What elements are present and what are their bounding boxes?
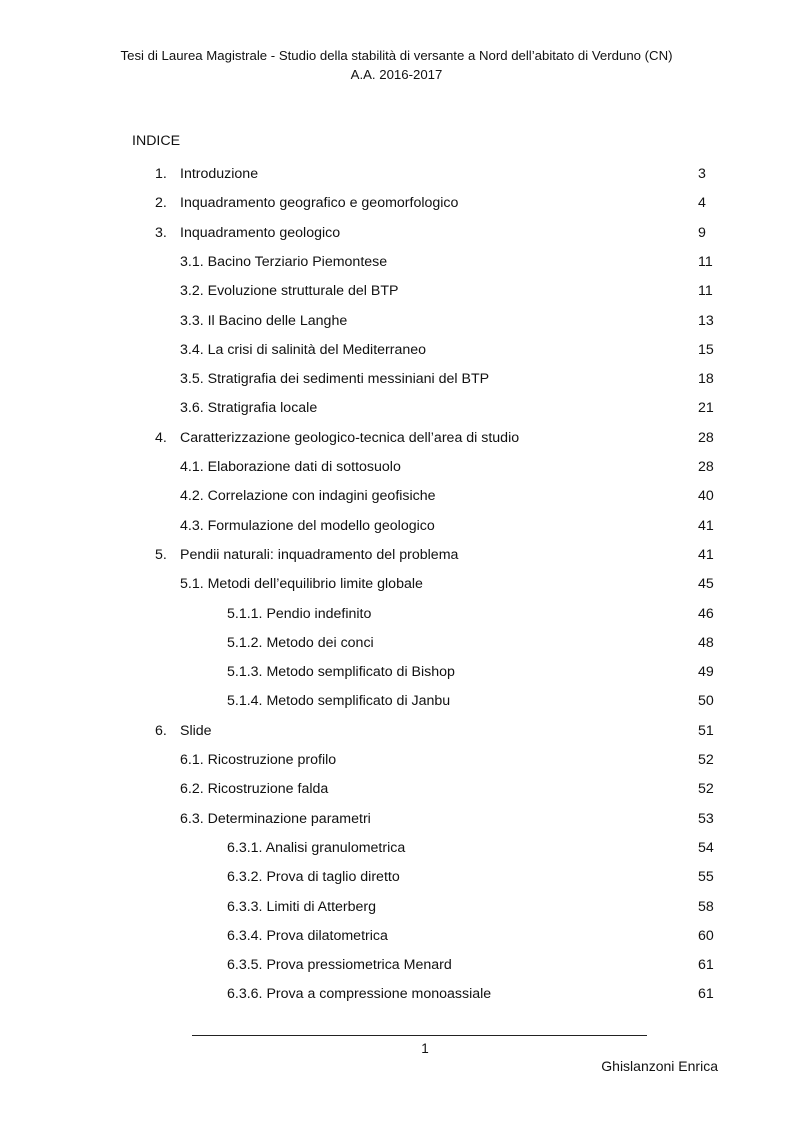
toc-entry[interactable]	[0, 899, 793, 919]
toc-entry-number: 1.	[155, 166, 167, 182]
toc-title: INDICE	[132, 133, 181, 149]
toc-entry-title: Pendii naturali: inquadramento del problema	[180, 546, 459, 563]
toc-entry-title: 6.3.3. Limiti di Atterberg	[227, 898, 377, 915]
toc-entry-page: 49	[698, 664, 714, 681]
toc-entry[interactable]	[0, 430, 793, 450]
toc-entry-page: 46	[698, 605, 714, 622]
toc-entry[interactable]	[0, 811, 793, 831]
toc-entry[interactable]	[0, 869, 793, 889]
toc-entry-title: Inquadramento geografico e geomorfologico	[180, 195, 459, 212]
toc-entry[interactable]	[0, 840, 793, 860]
header-title: Tesi di Laurea Magistrale - Studio della stabilità di versante a Nord dell’abitato di Verduno (CN)	[120, 48, 673, 63]
toc-entry-title: 3.5. Stratigrafia dei sedimenti messiniani del BTP	[180, 371, 490, 388]
toc-entry-page: 28	[698, 429, 714, 446]
toc-entry-page: 3	[698, 166, 706, 182]
toc-entry-title: 5.1.3. Metodo semplificato di Bishop	[227, 664, 455, 681]
toc-entry-page: 11	[698, 253, 713, 270]
toc-entry[interactable]	[0, 400, 793, 420]
toc-entry-title: 6.3.1. Analisi granulometrica	[227, 839, 406, 856]
page-number: 1	[421, 1041, 429, 1056]
toc-entry-page: 15	[698, 341, 714, 358]
toc-entry[interactable]	[0, 371, 793, 391]
toc-entry-title: 4.3. Formulazione del modello geologico	[180, 517, 435, 534]
toc-entry[interactable]	[0, 781, 793, 801]
toc-entry-title: 6.3. Determinazione parametri	[180, 810, 371, 827]
toc-entry-page: 45	[698, 576, 714, 593]
toc-entry-page: 41	[698, 517, 714, 534]
toc-entry-page: 50	[698, 693, 714, 710]
toc-entry[interactable]	[0, 752, 793, 772]
toc-entry-title: Inquadramento geologico	[180, 224, 341, 241]
toc-entry-title: 6.3.4. Prova dilatometrica	[227, 927, 388, 944]
toc-entry[interactable]	[0, 488, 793, 508]
toc-entry[interactable]	[0, 693, 793, 713]
toc-entry-page: 55	[698, 869, 714, 886]
toc-entry-title: 3.6. Stratigrafia locale	[180, 400, 318, 417]
toc-entry[interactable]	[0, 195, 793, 215]
toc-entry[interactable]	[0, 459, 793, 479]
toc-entry[interactable]	[0, 957, 793, 977]
toc-entry-title: 5.1.4. Metodo semplificato di Janbu	[227, 693, 451, 710]
toc-entry[interactable]	[0, 313, 793, 333]
page-header	[0, 46, 793, 84]
toc-entry-title: 6.1. Ricostruzione profilo	[180, 752, 337, 768]
toc-entry[interactable]	[0, 723, 793, 743]
toc-entry[interactable]	[0, 283, 793, 303]
toc-entry[interactable]	[0, 986, 793, 1006]
toc-entry-title: 6.3.2. Prova di taglio diretto	[227, 869, 400, 886]
toc-entry[interactable]	[0, 225, 793, 245]
toc-entry[interactable]	[0, 518, 793, 538]
toc-entry-page: 48	[698, 634, 714, 651]
toc-entry[interactable]	[0, 547, 793, 567]
toc-entry-page: 9	[698, 224, 706, 241]
toc-entry-title: 6.2. Ricostruzione falda	[180, 781, 329, 798]
toc-entry-page: 21	[698, 400, 714, 417]
toc-entry-title: 3.3. Il Bacino delle Langhe	[180, 312, 348, 329]
toc-entry[interactable]	[0, 254, 793, 274]
toc-entry-number: 4.	[155, 429, 167, 446]
toc-entry-page: 28	[698, 459, 714, 475]
toc-entry-page: 13	[698, 312, 714, 329]
toc-entry-title: 6.3.5. Prova pressiometrica Menard	[227, 957, 452, 974]
toc-entry[interactable]	[0, 606, 793, 626]
toc-entry[interactable]	[0, 166, 793, 186]
toc-entry-page: 61	[698, 986, 714, 1003]
toc-entry[interactable]	[0, 664, 793, 684]
toc-entry-title: Slide	[180, 722, 212, 739]
toc-entry[interactable]	[0, 928, 793, 948]
toc-entry-number: 6.	[155, 722, 167, 739]
toc-entry[interactable]	[0, 576, 793, 596]
toc-entry-title: Introduzione	[180, 166, 259, 182]
toc-entry-page: 51	[698, 722, 714, 739]
toc-entry-title: Caratterizzazione geologico-tecnica dell’area di studio	[180, 429, 520, 446]
toc-entry-title: 5.1. Metodi dell’equilibrio limite globale	[180, 576, 423, 593]
toc-entry-page: 18	[698, 371, 714, 388]
footer-divider	[192, 1035, 647, 1036]
toc-entry-title: 3.4. La crisi di salinità del Mediterraneo	[180, 341, 427, 358]
author-name: Ghislanzoni Enrica	[601, 1058, 718, 1074]
toc-entry-title: 3.2. Evoluzione strutturale del BTP	[180, 283, 399, 300]
toc-entry-title: 3.1. Bacino Terziario Piemontese	[180, 253, 388, 270]
toc-entry-page: 11	[698, 283, 713, 300]
toc-entry-page: 60	[698, 927, 714, 944]
toc-entry-page: 58	[698, 898, 714, 915]
toc-entry-page: 53	[698, 810, 714, 827]
toc-entry-page: 54	[698, 839, 714, 856]
toc-entry-title: 6.3.6. Prova a compressione monoassiale	[227, 986, 492, 1003]
toc-entry-title: 5.1.1. Pendio indefinito	[227, 605, 372, 622]
toc-entry[interactable]	[0, 342, 793, 362]
toc-entry-number: 5.	[155, 546, 167, 563]
toc-entry[interactable]	[0, 635, 793, 655]
toc-entry-number: 3.	[155, 224, 167, 241]
toc-entry-page: 61	[698, 957, 714, 974]
toc-entry-title: 4.1. Elaborazione dati di sottosuolo	[180, 459, 401, 475]
toc-entry-title: 4.2. Correlazione con indagini geofisiche	[180, 488, 436, 505]
toc-entry-page: 4	[698, 195, 706, 212]
header-academic-year: A.A. 2016-2017	[350, 67, 443, 82]
toc-entry-page: 52	[698, 752, 714, 768]
toc-entry-number: 2.	[155, 195, 167, 212]
toc-entry-page: 40	[698, 488, 714, 505]
toc-entry-page: 52	[698, 781, 714, 798]
toc-entry-title: 5.1.2. Metodo dei conci	[227, 634, 374, 651]
toc-entry-page: 41	[698, 546, 714, 563]
